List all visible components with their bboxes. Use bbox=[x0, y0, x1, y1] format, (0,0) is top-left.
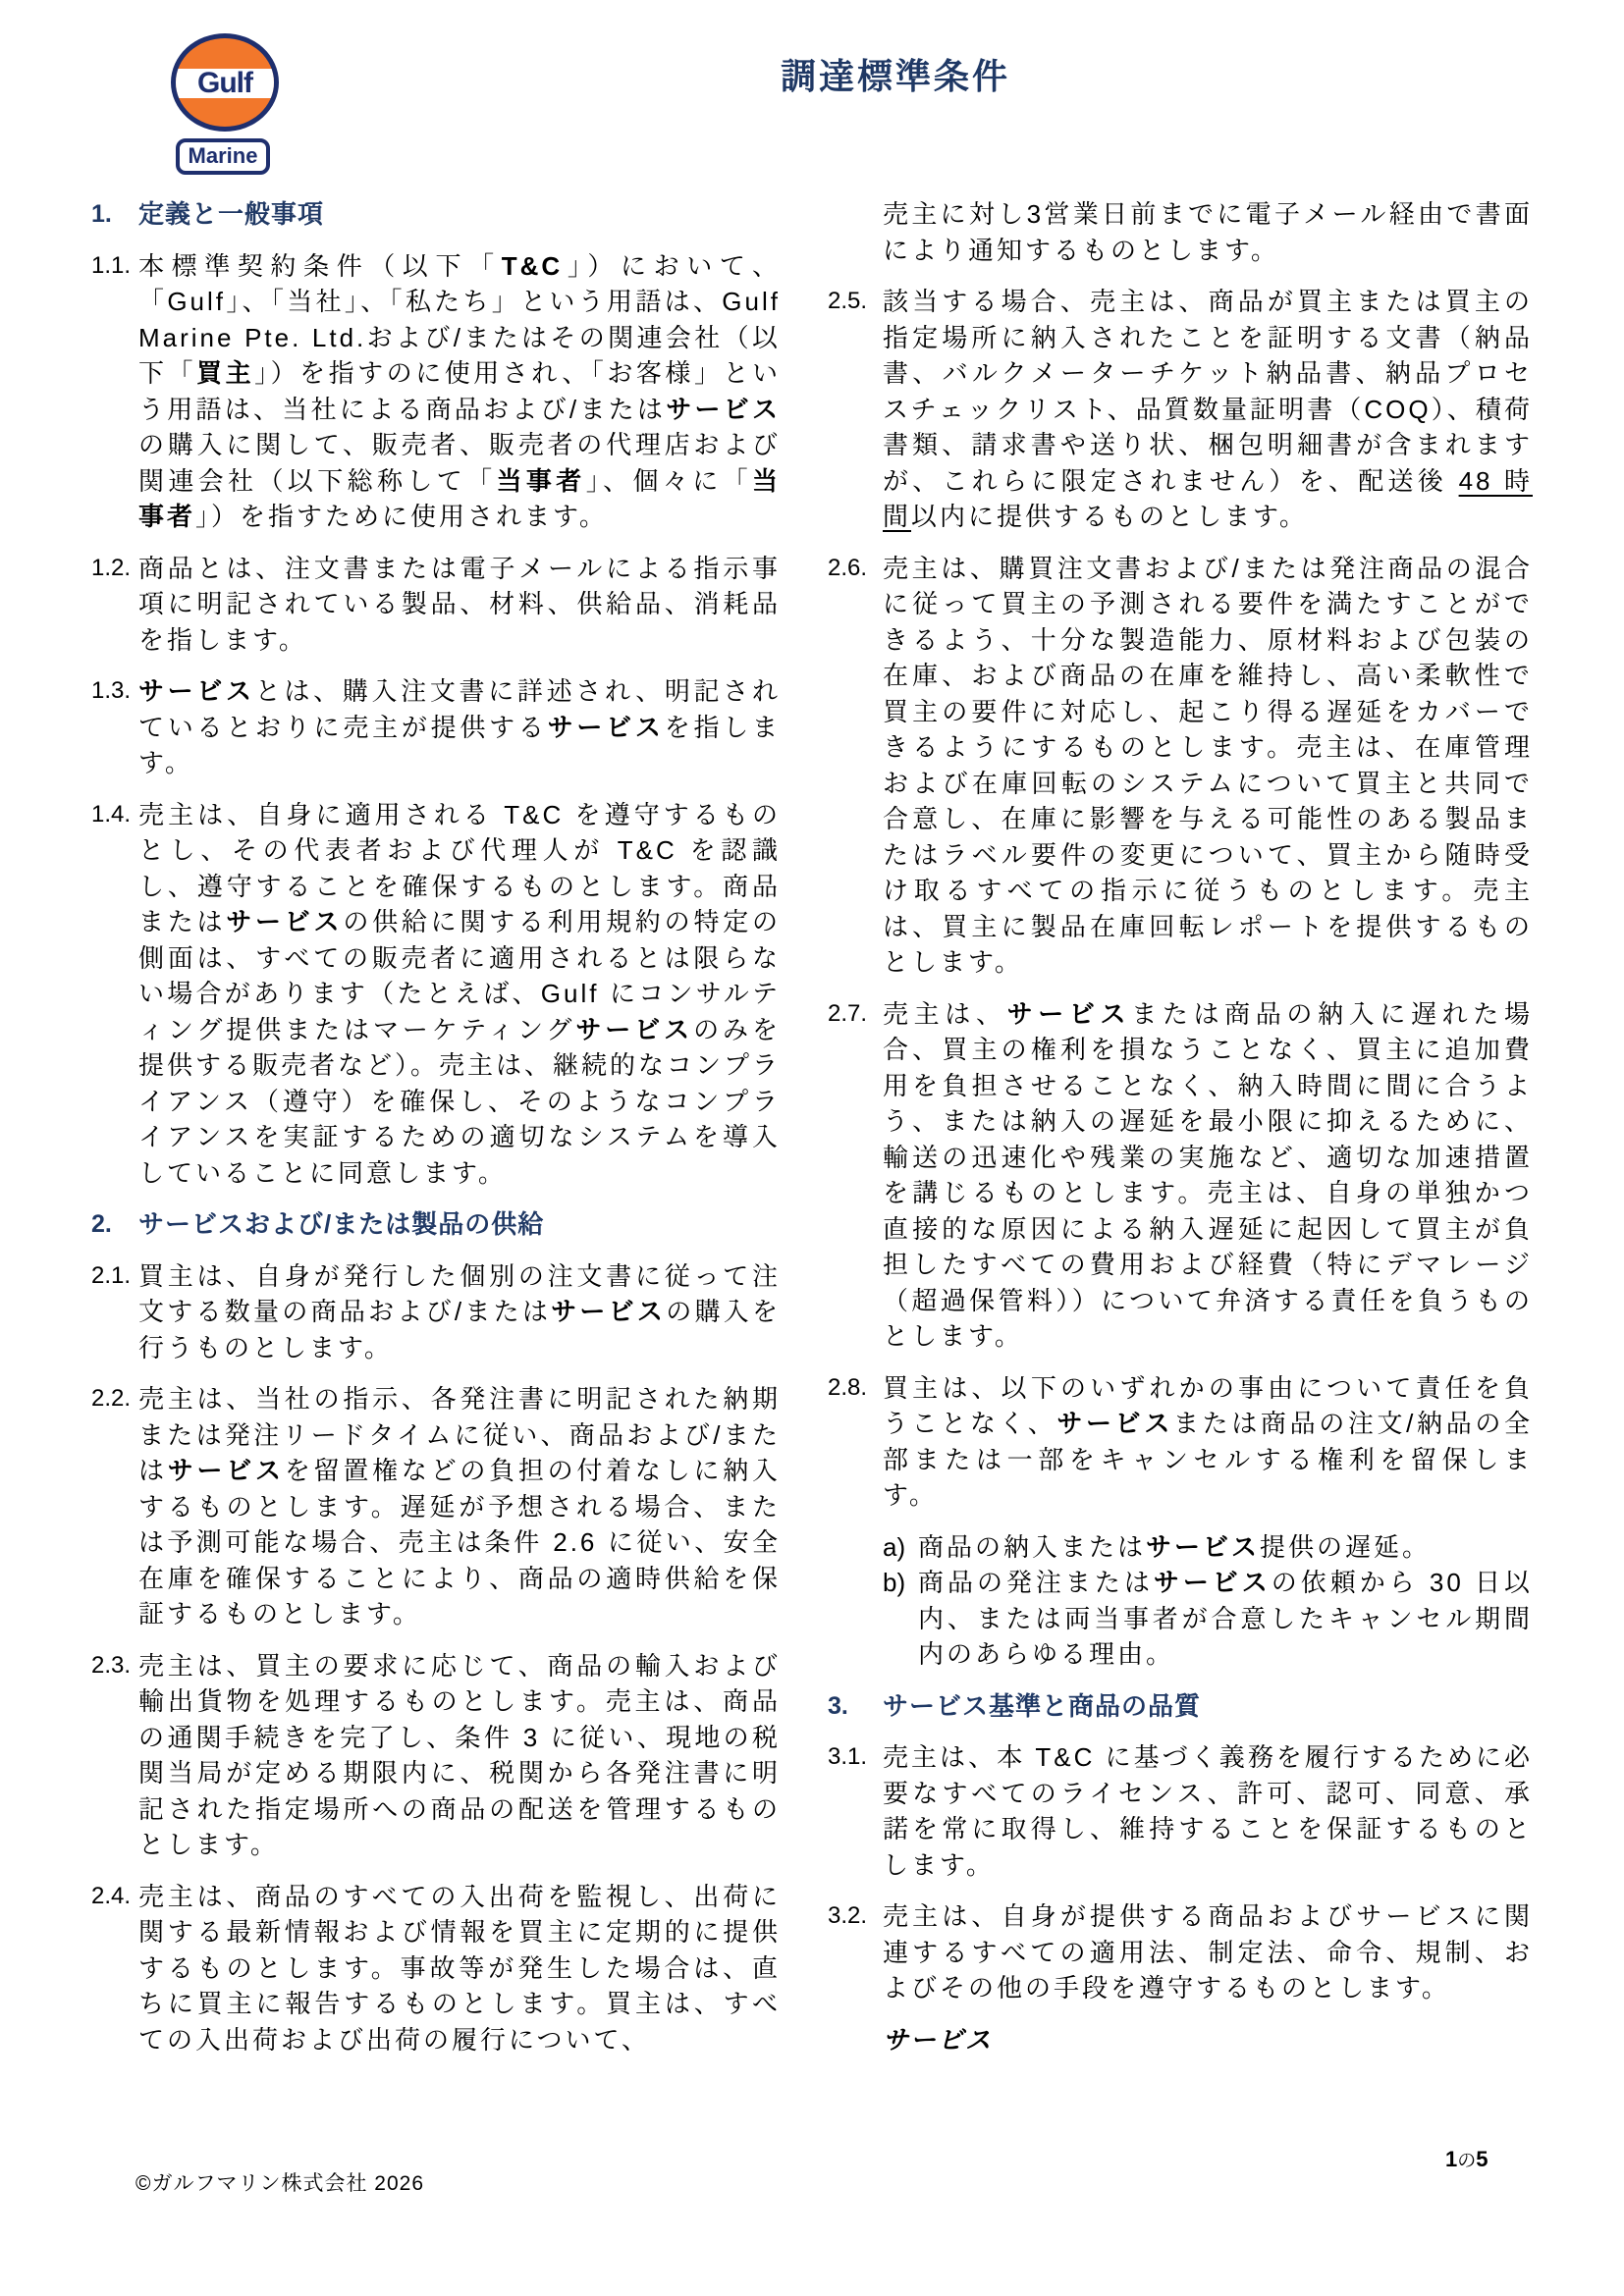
text-run: 買主は、以下のいずれかの事由について責任を負うことなく、 bbox=[883, 1372, 1533, 1438]
text-run: 提供の遅延。 bbox=[1260, 1531, 1432, 1562]
gulf-wordmark: Gulf bbox=[197, 67, 252, 99]
clause-text bbox=[138, 1258, 781, 1366]
text-run: サービス bbox=[883, 2024, 994, 2055]
clause-2-6 bbox=[828, 551, 1533, 981]
list-text bbox=[918, 1568, 1533, 1669]
clause-text bbox=[138, 1879, 781, 2058]
clause-text bbox=[883, 551, 1533, 981]
text-run: 定義と一般事項 bbox=[138, 199, 325, 229]
clause-2-8-list bbox=[828, 1529, 1533, 1673]
text-run: 買主は、自身が発行した個別の注文書に従って注文する数量の商品および/または bbox=[138, 1260, 781, 1326]
clause-text bbox=[138, 673, 781, 781]
list-marker: b) bbox=[883, 1568, 906, 1597]
clause-1-4 bbox=[91, 797, 781, 1192]
clause-text bbox=[883, 196, 1533, 268]
clause-number: 2.7. bbox=[828, 999, 868, 1027]
clause-number: 2.1. bbox=[91, 1261, 132, 1289]
text-run: 売主は、自身に適用される T&C を遵守するものとし、その代表者および代理人が T&C を認識し、遵守することを確保するものとします。商品または bbox=[138, 799, 781, 936]
clause-number: 2.6. bbox=[828, 554, 868, 581]
section-2-heading bbox=[91, 1206, 781, 1243]
clause-2-4-continued bbox=[828, 196, 1533, 268]
text-run: 売主は、 bbox=[883, 998, 1007, 1029]
clause-number: 3. bbox=[828, 1691, 848, 1720]
footer-copyright: ©ガルフマリン株式会社 2026 bbox=[135, 2172, 425, 2195]
text-run: サービス基準と商品の品質 bbox=[883, 1690, 1202, 1721]
text-run: の依頼から 30 日以内、または両当事者が合意したキャンセル期間内のあらゆる理由。 bbox=[918, 1568, 1533, 1669]
clause-text bbox=[883, 284, 1533, 535]
clause-number: 1.4. bbox=[91, 800, 132, 828]
terms-column-right bbox=[828, 196, 1533, 2073]
services-subheading bbox=[828, 2022, 1533, 2058]
terms-column-left bbox=[91, 196, 781, 2073]
text-run: 売主は、買主の要求に応じて、商品の輸入および輸出貨物を処理するものとします。売主は、商品の通関手続きを完了し、条件 3 に従い、現地の税関当局が定める期限内に、税関から各発注書に明記された指定場所への商品の配送を管理するものとします。 bbox=[138, 1650, 781, 1859]
clause-number: 3.1. bbox=[828, 1743, 868, 1770]
text-run: 本標準契約条件（以下「 bbox=[138, 250, 502, 281]
clause-number: 2.2. bbox=[91, 1385, 132, 1412]
text-run: 当事者 bbox=[138, 465, 781, 531]
gulf-marine-logo bbox=[171, 33, 281, 175]
clause-text bbox=[138, 551, 781, 659]
gulf-logo-disc bbox=[171, 33, 279, 132]
page-current: 1 bbox=[1445, 2147, 1458, 2171]
text-run: の供給に関する利用規約の特定の側面は、すべての販売者に適用されるとは限らない場合があります（たとえば、Gulf にコンサルティング提供またはマーケティング bbox=[138, 907, 781, 1044]
clause-text bbox=[883, 1529, 1533, 1673]
clause-number: 2. bbox=[91, 1210, 112, 1238]
text-run: 売主は、当社の指示、各発注書に明記された納期または発注リードタイムに従い、商品および/または bbox=[138, 1384, 781, 1485]
clause-number: 1.2. bbox=[91, 554, 132, 581]
text-run: サービス bbox=[1056, 1409, 1173, 1438]
clause-number: 1. bbox=[91, 200, 112, 228]
text-run: 」）を指すために使用されます。 bbox=[195, 502, 608, 531]
text-run: 売主に対し3営業日前までに電子メール経由で書面により通知するものとします。 bbox=[883, 199, 1533, 265]
clause-text bbox=[883, 1898, 1533, 2006]
text-run: 売主は、自身が提供する商品およびサービスに関連するすべての適用法、制定法、命令、規制、およびその他の手段を遵守するものとします。 bbox=[883, 1901, 1533, 2002]
clause-text bbox=[883, 2022, 1533, 2058]
text-run: サービス bbox=[666, 394, 781, 424]
text-run: 商品とは、注文書または電子メールによる指示事項に明記されている製品、材料、供給品、消耗品を指します。 bbox=[138, 553, 781, 655]
text-run: 売主は、商品のすべての入出荷を監視し、出荷に関する最新情報および情報を買主に定期的に提供するものとします。事故等が発生した場合は、直ちに買主に報告するものとします。買主は、すべての入出荷および出荷の履行について、 bbox=[138, 1881, 781, 2055]
text-run: を指します。 bbox=[138, 712, 781, 777]
text-run: 48 時間 bbox=[883, 465, 1533, 531]
text-run: サービス bbox=[575, 1014, 694, 1044]
clause-3-1 bbox=[828, 1739, 1533, 1883]
clause-text bbox=[138, 1206, 781, 1243]
clause-1-1 bbox=[91, 248, 781, 535]
text-run: サービス bbox=[551, 1297, 667, 1326]
text-run: または商品の納入に遅れた場合、買主の権利を損なうことなく、買主に追加費用を負担させることなく、納入時間に間に合うよう、または納入の遅延を最小限に抑えるために、輸送の迅速化や残業の実施など、適切な加速措置を講じるものとします。売主は、自身の単独かつ直接的な原因による納入遅延に起因して買主が負担したすべての費用および経費（特にデマレージ（超過保管料））について弁済する責任を負うものとします。 bbox=[883, 998, 1533, 1351]
text-run: 買主 bbox=[196, 358, 255, 388]
list-item-b bbox=[883, 1565, 1533, 1673]
clause-number: 1.1. bbox=[91, 251, 132, 279]
page-total: 5 bbox=[1476, 2147, 1489, 2171]
list-item-a bbox=[883, 1529, 1533, 1566]
clause-text bbox=[883, 1370, 1533, 1514]
text-run: 」）を指すのに使用され、「お客様」という用語は、当社による商品および/または bbox=[138, 358, 781, 424]
clause-2-7 bbox=[828, 996, 1533, 1355]
page-title: 調達標準条件 bbox=[780, 56, 1011, 96]
clause-text bbox=[883, 1688, 1533, 1725]
text-run: サービス bbox=[547, 712, 665, 742]
text-run: T&C bbox=[501, 250, 564, 281]
page-separator: の bbox=[1457, 2151, 1477, 2171]
list-marker: a) bbox=[883, 1531, 906, 1562]
text-run: サービス bbox=[1006, 998, 1132, 1029]
clause-number: 1.3. bbox=[91, 677, 132, 704]
text-run: または商品の注文/納品の全部または一部をキャンセルする権利を留保します。 bbox=[883, 1409, 1533, 1510]
clause-2-5 bbox=[828, 284, 1533, 535]
text-run: 商品の発注または bbox=[918, 1568, 1154, 1597]
text-run: を留置権などの負担の付着なしに納入するものとします。遅延が予想される場合、または予測可能な場合、売主は条件 2.6 に従い、安全在庫を確保することにより、商品の適時供給を保証するものとします。 bbox=[138, 1456, 781, 1629]
text-run: 」、個々に「 bbox=[585, 465, 752, 496]
clause-2-3 bbox=[91, 1648, 781, 1863]
text-run: とは、購入注文書に詳述され、明記されているとおりに売主が提供する bbox=[138, 676, 781, 742]
text-run: サービスおよび/または製品の供給 bbox=[138, 1209, 545, 1239]
clause-number: 2.4. bbox=[91, 1882, 132, 1909]
text-run: サービス bbox=[167, 1456, 285, 1485]
text-run: 」）において、「Gulf」、「当社」、「私たち」という用語は、Gulf Marine Pte. Ltd.および/またはその関連会社（以下「 bbox=[138, 250, 781, 388]
text-run: 該当する場合、売主は、商品が買主または買主の指定場所に納入されたことを証明する文書（納品書、バルクメーターチケット納品書、納品プロセスチェックリスト、品質数量証明書（COQ）、積荷書類、請求書や送り状、梱包明細書が含まれますが、これらに限定されません）を、配送後 bbox=[883, 287, 1533, 496]
clause-text bbox=[138, 797, 781, 1192]
clause-number: 2.8. bbox=[828, 1373, 868, 1401]
page-number bbox=[1445, 2146, 1489, 2172]
text-run: サービス bbox=[138, 676, 255, 706]
text-run: の購入を行うものとします。 bbox=[138, 1297, 781, 1362]
text-run: サービス bbox=[1146, 1531, 1261, 1562]
clause-1-2 bbox=[91, 551, 781, 659]
section-1-heading bbox=[91, 196, 781, 233]
list-text bbox=[918, 1532, 1431, 1562]
text-run: 以内に提供するものとします。 bbox=[911, 502, 1308, 531]
text-run: 売主は、購買注文書および/または発注商品の混合に従って買主の予測される要件を満たすことができるよう、十分な製造能力、原材料および包装の在庫、および商品の在庫を維持し、高い柔軟性で買主の要件に対応し、起こり得る遅延をカバーできるようにするものとします。売主は、在庫管理および在庫回転のシステムについて買主と共同で合意し、在庫に影響を与える可能性のある製品またはラベル要件の変更について、買主から随時受け取るすべての指示に従うものとします。売主は、買主に製品在庫回転レポートを提供するものとします。 bbox=[883, 553, 1533, 977]
clause-2-2 bbox=[91, 1381, 781, 1632]
clause-3-2 bbox=[828, 1898, 1533, 2006]
marine-label: Marine bbox=[176, 138, 270, 175]
text-run: 当事者 bbox=[496, 465, 586, 496]
text-run: 売主は、本 T&C に基づく義務を履行するために必要なすべてのライセンス、許可、認可、同意、承諾を常に取得し、維持することを保証するものとします。 bbox=[883, 1742, 1533, 1880]
clause-1-3 bbox=[91, 673, 781, 781]
clause-text bbox=[138, 196, 781, 233]
text-run: の購入に関して、販売者、販売者の代理店および関連会社（以下総称して「 bbox=[138, 430, 781, 496]
clause-text bbox=[138, 248, 781, 535]
clause-text bbox=[883, 1739, 1533, 1883]
clause-2-4 bbox=[91, 1879, 781, 2058]
clause-number: 2.3. bbox=[91, 1651, 132, 1679]
text-run: サービス bbox=[1153, 1568, 1272, 1597]
text-run: サービス bbox=[226, 907, 344, 936]
text-run: のみを提供する販売者など）。売主は、継続的なコンプライアンス（遵守）を確保し、そのようなコンプライアンスを実証するための適切なシステムを導入していることに同意します。 bbox=[138, 1014, 782, 1188]
text-run: 商品の納入または bbox=[918, 1531, 1147, 1562]
clause-text bbox=[883, 996, 1533, 1355]
clause-number: 3.2. bbox=[828, 1902, 868, 1929]
gulf-logo-band bbox=[171, 69, 279, 98]
clause-number: 2.5. bbox=[828, 288, 868, 314]
section-3-heading bbox=[828, 1688, 1533, 1725]
clause-2-8 bbox=[828, 1370, 1533, 1514]
clause-text bbox=[138, 1381, 781, 1632]
clause-text bbox=[138, 1648, 781, 1863]
clause-2-1 bbox=[91, 1258, 781, 1366]
